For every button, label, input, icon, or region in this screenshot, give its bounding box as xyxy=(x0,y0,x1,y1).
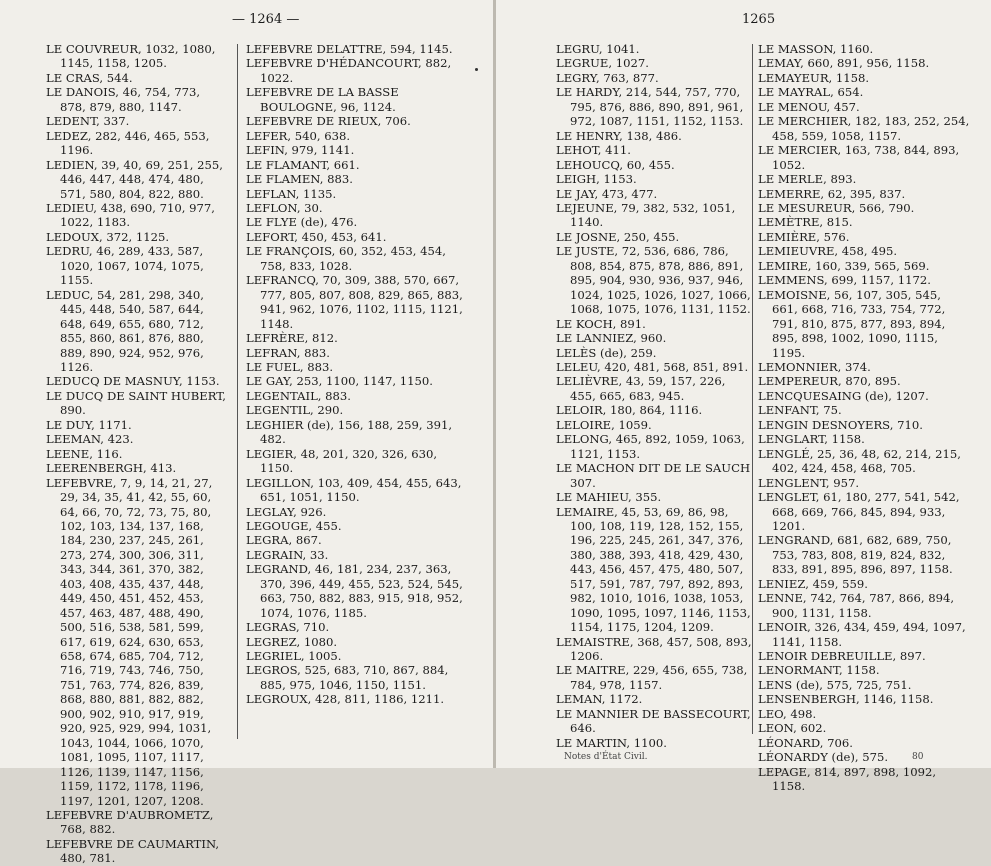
index-entry: LE HARDY, 214, 544, 757, 770, 795, 876, 886, 890, 891, 961, 972, 1087, 1151, 1152, 1153. xyxy=(556,85,744,129)
index-entry: LE JOSNE, 250, 455. xyxy=(556,229,680,244)
index-entry: LEFEBVRE DE LA BASSE BOULOGNE, 96, 1124. xyxy=(246,85,399,114)
index-entry: LENGRAND, 681, 682, 689, 750, 753, 783, 808, 819, 824, 832, 833, 891, 895, 896, 897, 1158. xyxy=(758,533,953,577)
index-entry: LE MAYRAL, 654. xyxy=(758,85,864,100)
index-entry: LEGRA, 867. xyxy=(246,533,322,548)
index-entry: LEGENTAIL, 883. xyxy=(246,388,351,403)
index-entry: LE MAITRE, 229, 456, 655, 738, 784, 978, 1157. xyxy=(556,663,748,692)
index-entry: LEMAY, 660, 891, 956, 1158. xyxy=(758,56,930,71)
index-entry: LEDRU, 46, 289, 433, 587, 1020, 1067, 1074, 1075, 1155. xyxy=(46,244,204,288)
index-entry: LELONG, 465, 892, 1059, 1063, 1121, 1153. xyxy=(556,432,745,461)
index-entry: LEFLON, 30. xyxy=(246,200,323,215)
index-entry: LEGROS, 525, 683, 710, 867, 884, 885, 975, 1046, 1150, 1151. xyxy=(246,663,449,692)
index-entry: LE CRAS, 544. xyxy=(46,70,133,85)
index-entry: LEDEZ, 282, 446, 465, 553, 1196. xyxy=(46,128,210,158)
index-entry: LELOIR, 180, 864, 1116. xyxy=(556,403,703,418)
index-entry: LEDIEN, 39, 40, 69, 251, 255, 446, 447, 448, 474, 480, 571, 580, 804, 822, 880. xyxy=(46,157,223,201)
index-entry: LEMPEREUR, 870, 895. xyxy=(758,374,901,389)
index-entry: LEMAYEUR, 1158. xyxy=(758,70,870,85)
index-entry: LEON, 602. xyxy=(758,721,827,736)
index-entry: LE LANNIEZ, 960. xyxy=(556,331,667,346)
index-entry: LEEMAN, 423. xyxy=(46,432,134,447)
index-entry: LE JUSTE, 72, 536, 686, 786, 808, 854, 875, 878, 886, 891, 895, 904, 930, 936, 937, 946, 1024, 1025, 1026, 1027, 1066, 1068, 1075, 1076, 1131, 1152. xyxy=(556,244,751,317)
footer-sheet-number: 80 xyxy=(912,752,924,762)
index-entry: LEMAISTRE, 368, 457, 508, 893, 1206. xyxy=(556,634,752,664)
index-entry: LENORMANT, 1158. xyxy=(758,663,880,678)
index-entry: LE DANOIS, 46, 754, 773, 878, 879, 880, 1147. xyxy=(46,85,201,114)
index-entry: LEGLAY, 926. xyxy=(246,504,327,519)
index-entry: LE COUVREUR, 1032, 1080, 1145, 1158, 1205. xyxy=(46,42,216,71)
index-entry: LE HENRY, 138, 486. xyxy=(556,128,682,143)
index-entry: LEMAN, 1172. xyxy=(556,692,643,707)
index-entry: LELOIRE, 1059. xyxy=(556,417,652,432)
left-column-1 xyxy=(46,42,228,866)
index-entry: LEGRAS, 710. xyxy=(246,620,330,635)
index-entry: LEDUC, 54, 281, 298, 340, 445, 448, 540, 587, 644, 648, 649, 655, 680, 712, 855, 860, 861, 876, 880, 889, 890, 924, 952, 976, 1126. xyxy=(46,287,204,374)
index-entry: LEGENTIL, 290. xyxy=(246,403,344,418)
index-entry: LEGHIER (de), 156, 188, 259, 391, 482. xyxy=(246,417,453,447)
index-entry: LENOIR, 326, 434, 459, 494, 1097, 1141, 1158. xyxy=(758,620,966,649)
index-entry: LEGRAIN, 33. xyxy=(246,547,329,562)
index-entry: LENOIR DEBREUILLE, 897. xyxy=(758,649,926,664)
ink-speck xyxy=(475,68,478,71)
left-page xyxy=(0,0,493,866)
index-entry: LEMIEUVRE, 458, 495. xyxy=(758,244,898,259)
index-entry: LELEU, 420, 481, 568, 851, 891. xyxy=(556,359,749,374)
index-entry: LEMERRE, 62, 395, 837. xyxy=(758,186,906,201)
index-entry: LEMONNIER, 374. xyxy=(758,359,871,374)
index-entry: LELIÈVRE, 43, 59, 157, 226, 455, 665, 683, 945. xyxy=(556,374,726,403)
index-entry: LEFIN, 979, 1141. xyxy=(246,143,355,158)
index-entry: LEGRU, 1041. xyxy=(556,42,640,56)
index-entry: LEMÈTRE, 815. xyxy=(758,215,853,230)
index-entry: LEMIÈRE, 576. xyxy=(758,229,850,244)
index-entry: LEFER, 540, 638. xyxy=(246,128,351,143)
index-entry: LEGRUE, 1027. xyxy=(556,56,649,71)
index-entry: LEGOUGE, 455. xyxy=(246,518,342,533)
page-number-left: — 1264 — xyxy=(232,12,300,27)
index-entry: LEFEBVRE DE CAUMARTIN, 480, 781. xyxy=(46,836,220,866)
index-entry: LEHOT, 411. xyxy=(556,143,631,158)
index-entry: LEGIER, 48, 201, 320, 326, 630, 1150. xyxy=(246,446,438,476)
index-entry: LEFEBVRE DE RIEUX, 706. xyxy=(246,114,411,129)
index-entry: LE FLAMEN, 883. xyxy=(246,172,353,187)
index-entry: LEFEBVRE DELATTRE, 594, 1145. xyxy=(246,42,453,56)
index-entry: LENGLENT, 957. xyxy=(758,475,860,490)
index-entry: LE MERCHIER, 182, 183, 252, 254, 458, 559, 1058, 1157. xyxy=(758,114,970,143)
index-entry: LE FUEL, 883. xyxy=(246,359,334,374)
index-entry: LENGLART, 1158. xyxy=(758,432,865,447)
index-entry: LEGRIEL, 1005. xyxy=(246,649,342,664)
index-entry: LENIEZ, 459, 559. xyxy=(758,576,868,591)
index-entry: LEFEBVRE D'AUBROMETZ, 768, 882. xyxy=(46,808,214,837)
index-entry: LEERENBERGH, 413. xyxy=(46,461,177,476)
index-entry: LE DUY, 1171. xyxy=(46,417,132,432)
index-entry: LÉONARDY (de), 575. xyxy=(758,750,889,765)
column-divider-left xyxy=(237,44,238,739)
index-entry: LEGRAND, 46, 181, 234, 237, 363, 370, 396, 449, 455, 523, 524, 545, 663, 750, 882, 883, 915, 918, 952, 1074, 1076, 1185. xyxy=(246,562,463,620)
index-entry: LEPAGE, 814, 897, 898, 1092, 1158. xyxy=(758,764,937,794)
index-entry: LE JAY, 473, 477. xyxy=(556,186,658,201)
left-column-2 xyxy=(246,42,468,707)
index-entry: LE MACHON DIT DE LE SAUCH 307. xyxy=(556,461,751,490)
index-entry: LEDUCQ DE MASNUY, 1153. xyxy=(46,374,220,389)
index-entry: LENS (de), 575, 725, 751. xyxy=(758,677,912,692)
index-entry: LEFRAN, 883. xyxy=(246,345,330,360)
index-entry: LEDOUX, 372, 1125. xyxy=(46,229,170,244)
index-entry: LEO, 498. xyxy=(758,706,817,721)
index-entry: LE MANNIER DE BASSECOURT, 646. xyxy=(556,706,751,736)
index-entry: LENSENBERGH, 1146, 1158. xyxy=(758,692,934,707)
right-column-2 xyxy=(758,42,970,794)
index-entry: LENCQUESAING (de), 1207. xyxy=(758,388,929,403)
index-entry: LÉONARD, 706. xyxy=(758,735,853,750)
index-entry: LE MERCIER, 163, 738, 844, 893, 1052. xyxy=(758,143,960,172)
index-entry: LEFEBVRE D'HÉDANCOURT, 882, 1022. xyxy=(246,56,452,85)
index-entry: LEFLAN, 1135. xyxy=(246,186,337,201)
index-entry: LE MESUREUR, 566, 790. xyxy=(758,200,915,215)
index-entry: LEJEUNE, 79, 382, 532, 1051, 1140. xyxy=(556,200,736,230)
column-divider-right xyxy=(752,44,753,734)
index-entry: LE DUCQ DE SAINT HUBERT, 890. xyxy=(46,388,226,418)
index-entry: LE MAHIEU, 355. xyxy=(556,490,662,505)
index-entry: LE KOCH, 891. xyxy=(556,316,646,331)
index-entry: LEMAIRE, 45, 53, 69, 86, 98, 100, 108, 119, 128, 152, 155, 196, 225, 245, 261, 347, 376, 380, 388, 393, 418, 429, 430, 443, 456, 457, 475, 480, 507, 517, 591, 787, 797, 892, 893, 982, 1010, 1016, 1038, 1053, 1090, 1095, 1097, 1146, 1153, 1154, 1175, 1204, 1209. xyxy=(556,504,751,635)
index-entry: LE GAY, 253, 1100, 1147, 1150. xyxy=(246,374,433,389)
index-entry: LENNE, 742, 764, 787, 866, 894, 900, 1131, 1158. xyxy=(758,591,955,620)
index-entry: LEFEBVRE, 7, 9, 14, 21, 27, 29, 34, 35, 41, 42, 55, 60, 64, 66, 70, 72, 73, 75, 80, 102, 103, 134, 137, 168, 184, 230, 237, 245, 261, 273, 274, 300, 306, 311, 343, 344, 361, 370, 382, 403, 408, 435, 437, 448, 449, 450, 451, 452, 453, 457, 463, 487, 488, 490, 500, 516, 538, 581, 599, 617, 619, 624, 630, 653, 658, 674, 685, 704, 712, 716, 719, 743, 746, 750, 751, 763, 774, 826, 839, 868, 880, 881, 882, 882, 900, 902, 910, 917, 919, 920, 925, 929, 994, 1031, 1043, 1044, 1066, 1070, 1081, 1095, 1107, 1117, 1126, 1139, 1147, 1156, 1159, 1172, 1178, 1196, 1197, 1201, 1207, 1208. xyxy=(46,475,213,808)
index-entry: LEGILLON, 103, 409, 454, 455, 643, 651, 1051, 1150. xyxy=(246,475,462,505)
index-entry: LE MENOU, 457. xyxy=(758,99,860,114)
index-entry: LEIGH, 1153. xyxy=(556,172,637,187)
index-entry: LE FRANÇOIS, 60, 352, 453, 454, 758, 833, 1028. xyxy=(246,244,446,273)
index-entry: LENFANT, 75. xyxy=(758,403,842,418)
index-entry: LE FLYE (de), 476. xyxy=(246,215,358,230)
index-entry: LENGIN DESNOYERS, 710. xyxy=(758,417,923,432)
index-entry: LE MASSON, 1160. xyxy=(758,42,874,56)
index-entry: LENGLÉ, 25, 36, 48, 62, 214, 215, 402, 424, 458, 468, 705. xyxy=(758,446,961,476)
index-entry: LE MERLE, 893. xyxy=(758,172,857,187)
index-entry: LEFORT, 450, 453, 641. xyxy=(246,229,387,244)
index-entry: LEGROUX, 428, 811, 1186, 1211. xyxy=(246,692,445,707)
index-entry: LENGLET, 61, 180, 277, 541, 542, 668, 669, 766, 845, 894, 933, 1201. xyxy=(758,490,960,533)
index-entry: LEMOISNE, 56, 107, 305, 545, 661, 668, 716, 733, 754, 772, 791, 810, 875, 877, 893, 894, 895, 898, 1002, 1090, 1115, 1195. xyxy=(758,287,946,360)
index-entry: LEDIEU, 438, 690, 710, 977, 1022, 1183. xyxy=(46,200,215,230)
index-entry: LEENE, 116. xyxy=(46,446,123,461)
page-number-right: 1265 xyxy=(742,12,776,27)
index-entry: LE FLAMANT, 661. xyxy=(246,157,360,172)
index-entry: LEFRANCQ, 70, 309, 388, 570, 667, 777, 805, 807, 808, 829, 865, 883, 941, 962, 1076, 1102, 1115, 1121, 1148. xyxy=(246,273,463,331)
index-entry: LE MARTIN, 1100. xyxy=(556,735,667,750)
index-entry: LEMMENS, 699, 1157, 1172. xyxy=(758,273,931,288)
footer-title: Notes d'État Civil. xyxy=(564,752,648,762)
index-entry: LEGRY, 763, 877. xyxy=(556,70,659,85)
right-column-1 xyxy=(556,42,752,750)
index-entry: LEFRÈRE, 812. xyxy=(246,331,338,346)
index-entry: LEDENT, 337. xyxy=(46,114,130,129)
index-entry: LELÈS (de), 259. xyxy=(556,345,657,360)
index-entry: LEGREZ, 1080. xyxy=(246,634,338,649)
index-entry: LEMIRE, 160, 339, 565, 569. xyxy=(758,258,930,273)
index-entry: LEHOUCQ, 60, 455. xyxy=(556,157,675,172)
